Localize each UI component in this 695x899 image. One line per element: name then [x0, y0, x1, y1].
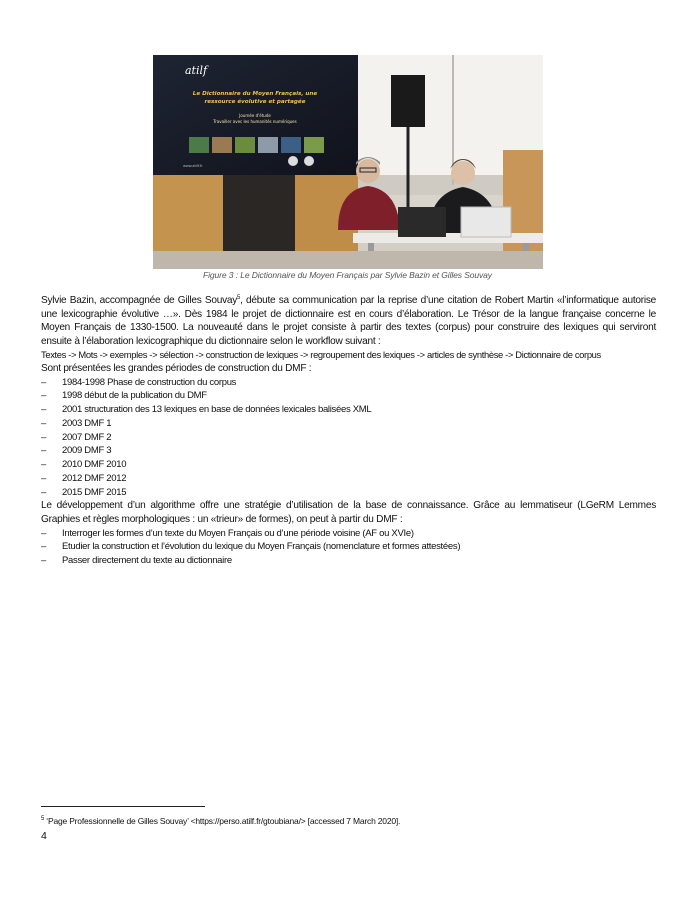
list-item-text: 1984-1998 Phase de construction du corpus: [62, 376, 237, 388]
intro-paragraph: [41, 294, 656, 348]
dash-bullet: –: [41, 486, 46, 498]
list-item: [41, 403, 656, 417]
list-item: [41, 527, 656, 541]
slide-thumbnail: [304, 137, 324, 153]
dash-bullet: –: [41, 431, 46, 443]
algorithm-paragraph: Le développement d’un algorithme offre une stratégie d’utilisation de la base de connaissance. Grâce au lemmatiseur (LGeRM Lemmes Graphies et règles morphologiques : un «trieur» de formes), on peut à partir du DMF :: [41, 500, 656, 525]
list-item-text: Interroger les formes d’un texte du Moyen Français ou d’une période voisine (AF ou XVIe): [62, 527, 414, 539]
slide-thumbnail: [212, 137, 232, 153]
slide-logo: atilf: [185, 64, 208, 77]
list-item: [41, 431, 656, 445]
slide-badge: [304, 156, 314, 166]
list-item: [41, 417, 656, 431]
dash-bullet: –: [41, 404, 46, 416]
slide-subtitle: Travailler avec les humanités numériques: [213, 119, 297, 124]
dash-bullet: –: [41, 527, 46, 539]
list-item-text: 2012 DMF 2012: [62, 472, 127, 484]
slide-title: ressource évolutive et partagée: [204, 99, 306, 105]
list-item: [41, 540, 656, 554]
slide-thumbnail: [235, 137, 255, 153]
intro-text: , débute sa communication par la reprise d’une citation de Robert Martin «l’informatique autorise une lexicographie évolutive …». Dès 1984 le projet de dictionnaire est en cours d’élaboration. Le Trésor de la langue française concerne le Moyen Français de 1330-1500. La nouveauté dans le projet consiste à partir des textes (corpus) pour construire des lexiques qui serviront ensuite à l’élaboration lexicographique du dictionnaire selon le workflow suivant :: [41, 295, 656, 347]
page-number: 4: [41, 830, 47, 842]
footnote-separator: [41, 806, 205, 807]
list-item-text: Passer directement du texte au dictionnaire: [62, 555, 232, 566]
list-item-text: 2010 DMF 2010: [62, 459, 127, 471]
uses-list: [41, 527, 656, 568]
slide-badge: [288, 156, 298, 166]
dash-bullet: –: [41, 459, 46, 471]
list-item-text: 2009 DMF 3: [62, 445, 112, 457]
table: [353, 233, 543, 243]
list-item-text: 2003 DMF 1: [62, 417, 112, 429]
slide-screen: [153, 55, 358, 175]
footnote-number: 5: [41, 816, 45, 822]
periods-list: [41, 376, 656, 500]
conference-photo: [153, 55, 543, 269]
dash-bullet: –: [41, 472, 46, 484]
list-item-text: 1998 début de la publication du DMF: [62, 390, 207, 402]
figure-photo: [153, 55, 543, 269]
dash-bullet: –: [41, 541, 46, 553]
list-item-text: 2007 DMF 2: [62, 431, 112, 443]
footnote: [41, 816, 400, 826]
slide-thumbnail: [189, 137, 209, 153]
figure-caption: Figure 3 : Le Dictionnaire du Moyen Français par Sylvie Bazin et Gilles Souvay: [203, 270, 492, 280]
workflow-line: Textes -> Mots -> exemples -> sélection -> construction de lexiques -> regroupement des lexiques -> articles de synthèse -> Dictionnaire de corpus: [41, 349, 601, 361]
list-item: [41, 486, 656, 500]
list-item-text: 2015 DMF 2015: [62, 486, 127, 498]
laptop: [461, 207, 511, 237]
slide-thumbnail: [281, 137, 301, 153]
slide-url: www.atilf.fr: [183, 164, 203, 168]
list-item: [41, 554, 656, 568]
slide-title: Le Dictionnaire du Moyen Français, une: [192, 91, 318, 97]
list-item-text: 2001 structuration des 13 lexiques en base de données lexicales balisées XML: [62, 404, 372, 416]
loudspeaker: [391, 75, 425, 127]
dash-bullet: –: [41, 376, 46, 388]
list-item: [41, 472, 656, 486]
list-item: [41, 389, 656, 403]
list-item: [41, 376, 656, 390]
footnote-reference[interactable]: 5: [237, 295, 241, 301]
dash-bullet: –: [41, 445, 46, 457]
intro-text: Sylvie Bazin, accompagnée de Gilles Souvay: [41, 295, 238, 306]
list-item-text: Etudier la construction et l’évolution du lexique du Moyen Français (nomenclature et formes attestées): [62, 541, 461, 553]
slide-subtitle: Journée d'étude: [239, 113, 271, 118]
dash-bullet: –: [41, 555, 46, 566]
article-body: [41, 294, 656, 568]
dash-bullet: –: [41, 390, 46, 402]
periods-intro: Sont présentées les grandes périodes de construction du DMF :: [41, 362, 312, 374]
list-item: [41, 458, 656, 472]
dash-bullet: –: [41, 417, 46, 429]
slide-thumbnail: [258, 137, 278, 153]
footnote-text: ‘Page Professionnelle de Gilles Souvay’ <https://perso.atilf.fr/gtoubiana/> [accessed 7 March 2020].: [44, 816, 401, 826]
list-item: [41, 444, 656, 458]
laptop: [398, 207, 446, 237]
